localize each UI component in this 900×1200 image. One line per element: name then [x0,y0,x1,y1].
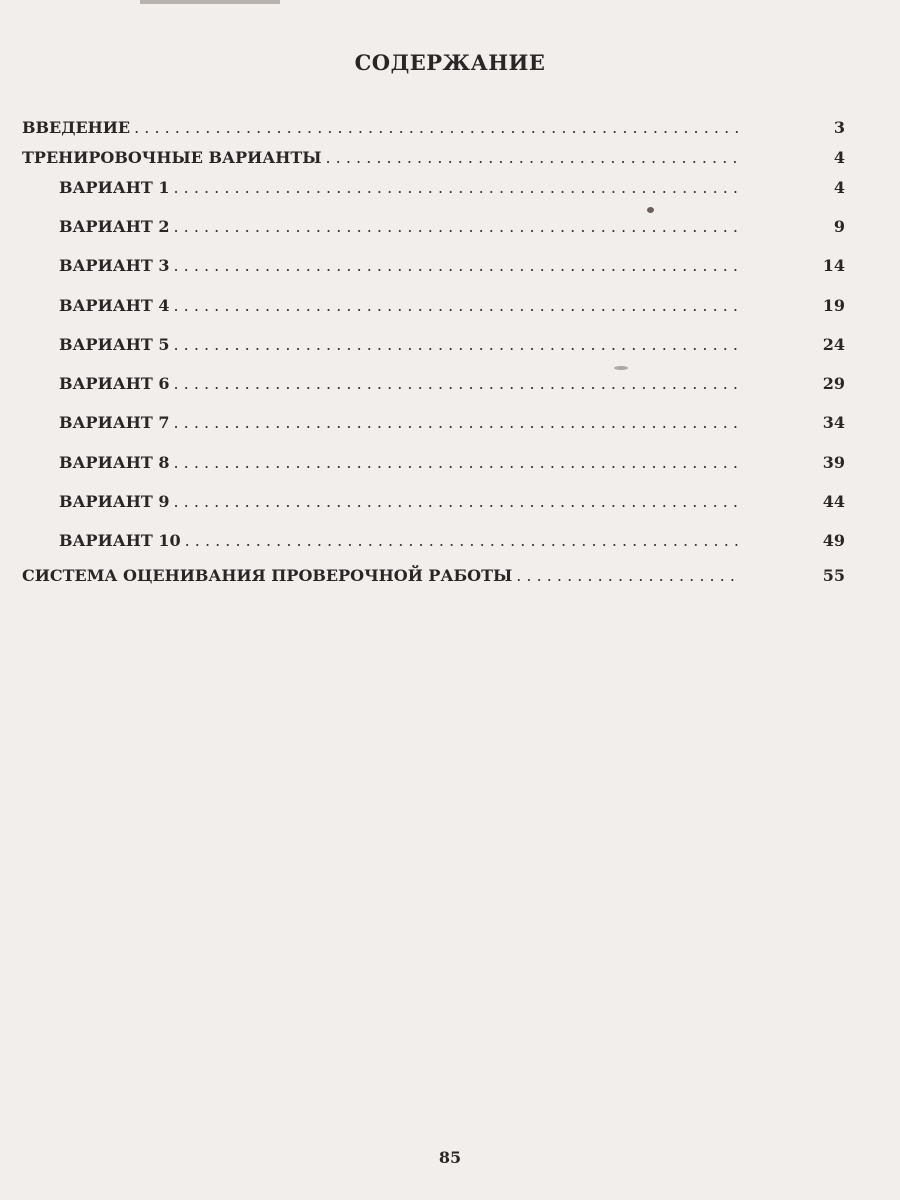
toc-entry-label: ВВЕДЕНИЕ [22,118,131,137]
page-number: 85 [438,1148,462,1167]
toc-entry-variant-2[interactable] [59,217,845,243]
dot-leader [173,296,741,315]
toc-entry-page: 9 [833,217,845,236]
toc-entry-page: 24 [822,335,845,354]
toc-entry-label: ВАРИАНТ 10 [59,531,181,550]
toc-entry-training-variants[interactable] [22,148,845,174]
toc-entry-label: ВАРИАНТ 6 [59,374,170,393]
toc-entry-variant-4[interactable] [59,296,845,322]
dot-leader [134,118,741,137]
dot-leader [173,178,741,197]
toc-entry-variant-8[interactable] [59,453,845,479]
toc-entry-page: 14 [822,256,845,275]
dot-leader [173,413,741,432]
toc-entry-label: ВАРИАНТ 3 [59,256,170,275]
toc-entry-grading-system[interactable] [22,566,845,592]
dot-leader [173,453,741,472]
toc-entry-page: 34 [822,413,845,432]
dot-leader [173,256,741,275]
page-title: СОДЕРЖАНИЕ [354,50,546,75]
toc-entry-page: 39 [822,453,845,472]
toc-entry-page: 4 [833,178,845,197]
dot-leader [173,335,741,354]
toc-entry-label: ТРЕНИРОВОЧНЫЕ ВАРИАНТЫ [22,148,322,167]
toc-entry-page: 3 [833,118,845,137]
toc-entry-variant-9[interactable] [59,492,845,518]
toc-entry-variant-6[interactable] [59,374,845,400]
toc-entry-label: ВАРИАНТ 5 [59,335,170,354]
toc-entry-label: ВАРИАНТ 8 [59,453,170,472]
toc-entry-page: 4 [833,148,845,167]
toc-entry-variant-10[interactable] [59,531,845,557]
toc-entry-label: ВАРИАНТ 1 [59,178,170,197]
toc-entry-page: 49 [822,531,845,550]
toc-entry-variant-5[interactable] [59,335,845,361]
dot-leader [326,148,742,167]
dot-leader [173,492,741,511]
toc-entry-variant-7[interactable] [59,413,845,439]
toc-entry-page: 44 [822,492,845,511]
ink-smudge [614,366,628,370]
dot-leader [173,217,741,236]
toc-entry-label: ВАРИАНТ 7 [59,413,170,432]
dot-leader [173,374,741,393]
dot-leader [516,566,741,585]
toc-entry-variant-3[interactable] [59,256,845,282]
toc-entry-page: 19 [822,296,845,315]
toc-entry-label: ВАРИАНТ 4 [59,296,170,315]
toc-entry-variant-1[interactable] [59,178,845,204]
toc-entry-label: СИСТЕМА ОЦЕНИВАНИЯ ПРОВЕРОЧНОЙ РАБОТЫ [22,566,513,585]
toc-entry-introduction[interactable] [22,118,845,144]
toc-entry-page: 55 [822,566,845,585]
dot-leader [185,531,741,550]
toc-entry-label: ВАРИАНТ 2 [59,217,170,236]
ink-smudge [647,207,654,213]
toc-entry-label: ВАРИАНТ 9 [59,492,170,511]
toc-entry-page: 29 [822,374,845,393]
